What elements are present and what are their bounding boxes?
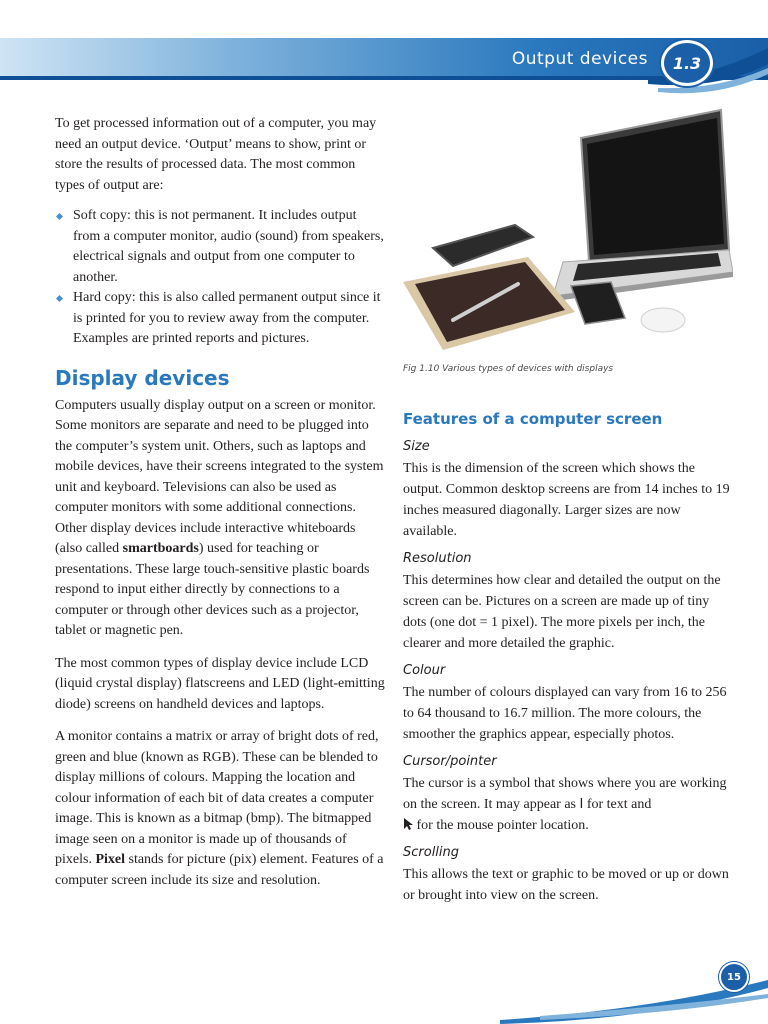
bullet-icon: [56, 213, 63, 220]
devices-illustration: [403, 100, 733, 350]
bullet-icon: [56, 295, 63, 302]
display-paragraph-3: A monitor contains a matrix or array of bright dots of red, green and blue (known as RGB). These can be blended to display millions of colours. Mapping the location and colour information of each bit of data creates a computer image. This is known as a bitmap (bmp). The bitmapped image seen on a monitor is made up of thousands of pixels. Pixel stands for picture (pix) element. Features of a computer screen include its size and resolution.: [55, 729, 384, 888]
feature-scrolling: [403, 844, 733, 906]
feature-title: Colour: [403, 663, 446, 678]
output-types-list: [55, 206, 385, 350]
display-paragraph-2: The most common types of display device include LCD (liquid crystal display) flatscreens and LED (light-emitting diode) screens on handheld devices and laptops.: [55, 655, 385, 712]
display-devices-heading: Display devices: [55, 365, 230, 390]
right-column: [403, 100, 733, 906]
feature-text: This allows the text or graphic to be moved or up or down or brought into view on the screen.: [403, 867, 729, 903]
feature-title: Resolution: [403, 551, 472, 566]
feature-text: This is the dimension of the screen which shows the output. Common desktop screens are from 14 inches to 19 inches measured diagonally. Larger sizes are now available.: [403, 461, 730, 539]
section-number-badge: 1.3: [661, 40, 713, 86]
list-item: Soft copy: this is not permanent. It includes output from a computer monitor, audio (sound) from speakers, electrical signals and output from one computer to another.: [55, 206, 385, 288]
feature-size: [403, 438, 733, 542]
features-heading: Features of a computer screen: [403, 410, 663, 428]
feature-colour: [403, 662, 733, 745]
feature-title: Cursor/pointer: [403, 754, 497, 769]
intro-paragraph: To get processed information out of a computer, you may need an output device. ‘Output’ means to show, print or store the results of processed data. The most common types of output are:: [55, 116, 377, 193]
left-column: [55, 114, 385, 891]
feature-cursor: [403, 753, 733, 836]
figure-caption: Fig 1.10 Various types of devices with displays: [403, 364, 614, 374]
list-item: Hard copy: this is also called permanent output since it is printed for you to review away from the computer. Examples are printed reports and pictures.: [55, 288, 385, 350]
text-cursor-icon: I: [579, 797, 584, 812]
feature-title: Size: [403, 439, 430, 454]
display-paragraph-1: Computers usually display output on a screen or monitor. Some monitors are separate and need to be plugged into the computer’s system unit. Others, such as laptops and mobile devices, have their screens integrated to the system unit and keyboard. Televisions can also be used as computer monitors with some additional connections. Other display devices include interactive whiteboards (also called smartboards) used for teaching or presentations. These large touch-sensitive plastic boards respond to input either directly by connections to a computer or through other devices such as a projector, tablet or magnetic pen.: [55, 397, 384, 638]
section-title: Output devices: [511, 49, 648, 69]
feature-text: The number of colours displayed can vary from 16 to 256 to 64 thousand to 16.7 million. The more colours, the smoother the graphics appear, especially photos.: [403, 685, 727, 742]
mouse-pointer-icon: [403, 817, 413, 831]
devices-photo: [403, 100, 733, 350]
feature-resolution: [403, 550, 733, 654]
mouse-image: [641, 308, 685, 332]
feature-text: The cursor is a symbol that shows where you are working on the screen. It may appear as I for text and for the mouse pointer location.: [403, 776, 727, 833]
feature-text: This determines how clear and detailed the output on the screen can be. Pictures on a screen are made up of tiny dots (one dot = 1 pixel). The more pixels per inch, the clearer and more detailed the graphic.: [403, 573, 721, 651]
feature-title: Scrolling: [403, 845, 460, 860]
page-number: 15: [719, 962, 749, 992]
